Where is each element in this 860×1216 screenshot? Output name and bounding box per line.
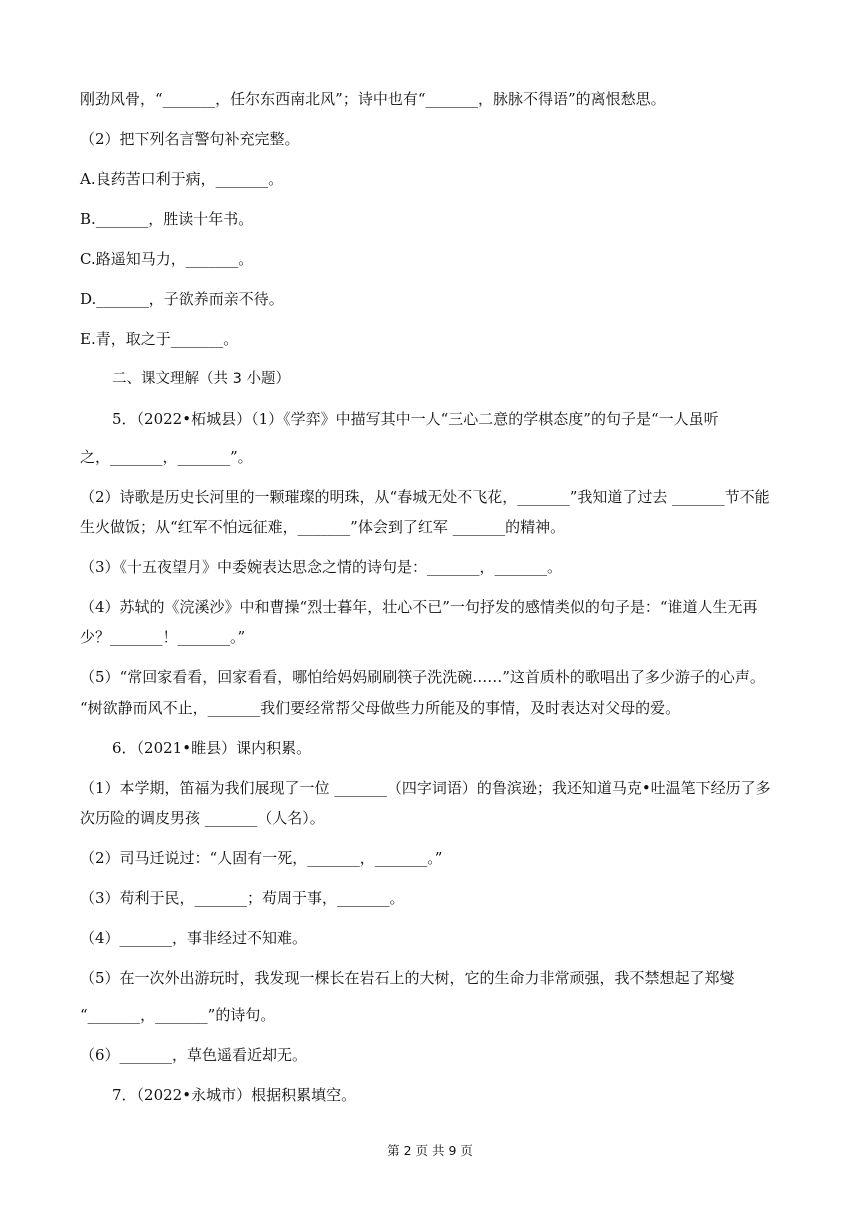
question-item: （5）在一次外出游玩时，我发现一棵长在岩石上的大树，它的生命力非常顽强，我不禁想起了郑燮 <box>80 969 735 987</box>
question-item: D._______，子欲养而亲不待。 <box>80 290 284 308</box>
question-item: （2）诗歌是历史长河里的一颗璀璨的明珠，从“春城无处不飞花，_______”我知道了过去 _______节不能 <box>80 488 770 506</box>
question-item: E.青，取之于_______。 <box>80 330 239 348</box>
question-item: （6）_______，草色遥看近却无。 <box>80 1046 308 1064</box>
text-line: “_______，_______”的诗句。 <box>80 1006 276 1024</box>
question-item: （4）_______，事非经过不知难。 <box>80 929 308 947</box>
text-line: 次历险的调皮男孩 _______（人名）。 <box>80 809 325 827</box>
text-line: 之，_______，_______”。 <box>80 448 253 466</box>
question-item: A.良药苦口利于病，_______。 <box>80 170 284 188</box>
question-item: （3）苟利于民，_______；苟周于事，_______。 <box>80 889 405 907</box>
text-line: 生火做饭；从“红军不怕远征难，_______”体会到了红军 _______的精神。 <box>80 518 566 536</box>
question-item: B._______，胜读十年书。 <box>80 210 254 228</box>
text-line: 刚劲风骨，“_______，任尔东西南北风”；诗中也有“_______，脉脉不得语”的离恨愁思。 <box>80 90 666 108</box>
question-item: （5）“常回家看看，回家看看，哪怕给妈妈刷刷筷子洗洗碗……”这首质朴的歌唱出了多少游子的心声。 <box>80 668 765 686</box>
question-item: （3）《十五夜望月》中委婉表达思念之情的诗句是：_______，_______。 <box>80 558 563 576</box>
text-line: 少？_______！_______。” <box>80 628 246 646</box>
question-item: （2）把下列名言警句补充完整。 <box>80 130 300 148</box>
question-title: 7．（2022•永城市）根据积累填空。 <box>112 1086 357 1104</box>
page-footer: 第 2 页 共 9 页 <box>387 1143 473 1158</box>
text-line: “树欲静而风不止，_______我们要经常帮父母做些力所能及的事情，及时表达对父母的爱。 <box>80 699 681 717</box>
question-item: （2）司马迁说过：“人固有一死，_______，_______。” <box>80 849 443 867</box>
question-title: 6．（2021•睢县）课内积累。 <box>112 739 312 757</box>
question-item: C.路遥知马力，_______。 <box>80 250 254 268</box>
question-title: 5．（2022•柘城县）（1）《学弈》中描写其中一人“三心二意的学棋态度”的句子是“一人虽听 <box>112 410 719 428</box>
question-item: （4）苏轼的《浣溪沙》中和曹操“烈士暮年，壮心不已”一句抒发的感情类似的句子是：“谁道人生无再 <box>80 598 758 616</box>
section-heading: 二、课文理解（共 3 小题） <box>112 371 290 387</box>
question-item: （1）本学期，笛福为我们展现了一位 _______（四字词语）的鲁滨逊；我还知道马克•吐温笔下经历了多 <box>80 779 771 797</box>
